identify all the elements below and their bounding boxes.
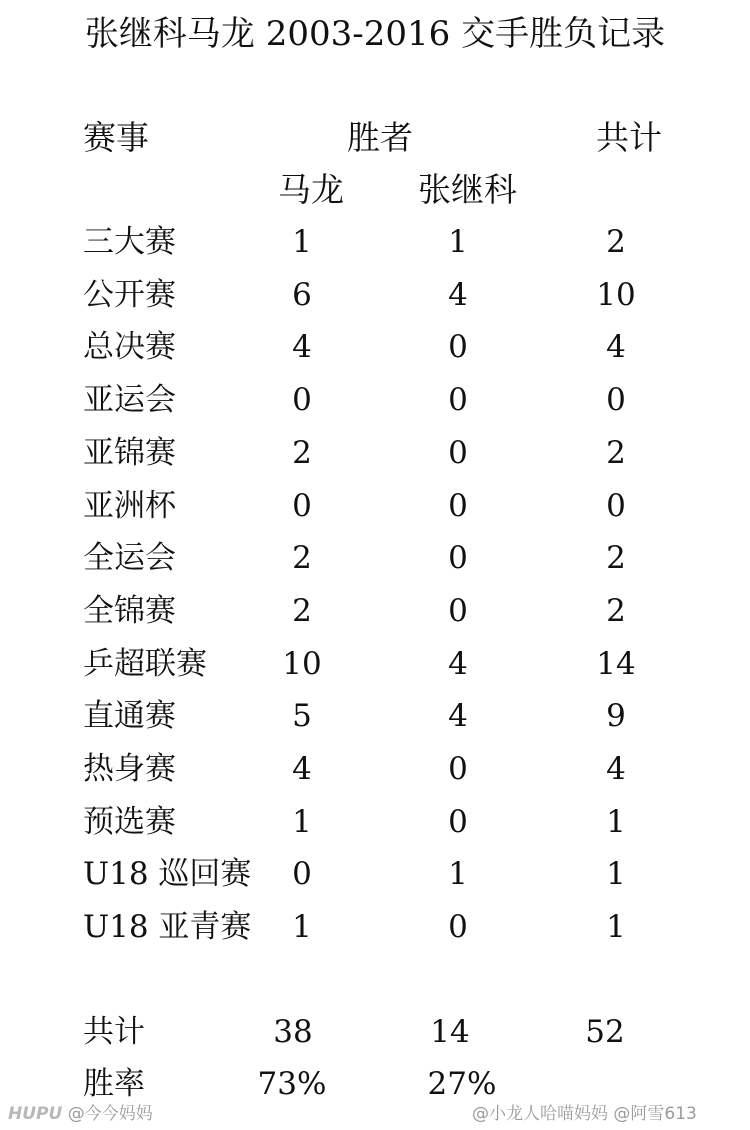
row-total: 2	[606, 435, 626, 471]
header-player-malong: 马龙	[278, 170, 344, 209]
totals-label: 共计	[83, 1014, 145, 1050]
row-malong-wins: 5	[292, 698, 312, 734]
row-event: 亚运会	[83, 382, 176, 418]
totals-malong: 38	[273, 1014, 313, 1050]
row-malong-wins: 0	[292, 382, 312, 418]
row-zhangjike-wins: 0	[448, 751, 468, 787]
row-zhangjike-wins: 0	[448, 488, 468, 524]
row-zhangjike-wins: 0	[448, 804, 468, 840]
row-event: 直通赛	[83, 698, 176, 734]
table-row	[0, 222, 750, 274]
win-rate-label: 胜率	[83, 1066, 145, 1102]
row-malong-wins: 2	[292, 593, 312, 629]
table-row	[0, 854, 750, 906]
row-event: 全运会	[83, 540, 176, 576]
row-malong-wins: 2	[292, 540, 312, 576]
row-zhangjike-wins: 0	[448, 540, 468, 576]
row-malong-wins: 1	[292, 804, 312, 840]
watermark-user: @今今妈妈	[67, 1104, 153, 1124]
win-rate-malong: 73%	[257, 1066, 327, 1102]
row-total: 2	[606, 593, 626, 629]
row-total: 1	[606, 909, 626, 945]
row-zhangjike-wins: 0	[448, 329, 468, 365]
row-event: 总决赛	[83, 329, 176, 365]
row-malong-wins: 0	[292, 488, 312, 524]
row-total: 10	[596, 277, 636, 313]
row-malong-wins: 1	[292, 909, 312, 945]
row-malong-wins: 6	[292, 277, 312, 313]
table-row	[0, 275, 750, 327]
totals-total: 52	[585, 1014, 625, 1050]
header-player-zhangjike: 张继科	[418, 170, 517, 209]
row-zhangjike-wins: 4	[448, 646, 468, 682]
header-event: 赛事	[83, 118, 149, 157]
row-event: 全锦赛	[83, 593, 176, 629]
row-event: 亚洲杯	[83, 488, 176, 524]
row-event: 乒超联赛	[83, 646, 207, 682]
table-row	[0, 749, 750, 801]
row-malong-wins: 4	[292, 329, 312, 365]
row-zhangjike-wins: 0	[448, 909, 468, 945]
row-zhangjike-wins: 4	[448, 698, 468, 734]
row-zhangjike-wins: 0	[448, 435, 468, 471]
table-row	[0, 486, 750, 538]
row-total: 0	[606, 488, 626, 524]
row-event: 热身赛	[83, 751, 176, 787]
table-row	[0, 327, 750, 379]
table-row	[0, 591, 750, 643]
row-zhangjike-wins: 1	[448, 224, 468, 260]
row-total: 2	[606, 224, 626, 260]
row-total: 0	[606, 382, 626, 418]
row-zhangjike-wins: 0	[448, 593, 468, 629]
watermark-right: @小龙人哈喵妈妈 @阿雪613	[472, 1104, 697, 1124]
row-total: 1	[606, 804, 626, 840]
page-title: 张继科马龙 2003-2016 交手胜负记录	[84, 14, 666, 54]
watermark-left	[8, 1104, 153, 1124]
hupu-logo: HUPU	[8, 1104, 63, 1124]
table-row	[0, 907, 750, 959]
row-zhangjike-wins: 1	[448, 856, 468, 892]
row-event: 预选赛	[83, 804, 176, 840]
table-row	[0, 538, 750, 590]
win-rate-zhangjike: 27%	[427, 1066, 497, 1102]
row-total: 1	[606, 856, 626, 892]
table-row	[0, 380, 750, 432]
row-total: 4	[606, 751, 626, 787]
totals-zhangjike: 14	[430, 1014, 470, 1050]
header-total: 共计	[596, 118, 662, 157]
row-malong-wins: 4	[292, 751, 312, 787]
row-total: 14	[596, 646, 636, 682]
table-row	[0, 433, 750, 485]
row-total: 2	[606, 540, 626, 576]
row-total: 4	[606, 329, 626, 365]
row-malong-wins: 0	[292, 856, 312, 892]
row-total: 9	[606, 698, 626, 734]
row-event: 亚锦赛	[83, 435, 176, 471]
table-row	[0, 696, 750, 748]
row-zhangjike-wins: 4	[448, 277, 468, 313]
row-zhangjike-wins: 0	[448, 382, 468, 418]
table-row	[0, 802, 750, 854]
row-malong-wins: 2	[292, 435, 312, 471]
row-event: 三大赛	[83, 224, 176, 260]
row-event: U18 巡回赛	[83, 856, 252, 892]
row-malong-wins: 10	[282, 646, 322, 682]
row-event: U18 亚青赛	[83, 909, 252, 945]
row-malong-wins: 1	[292, 224, 312, 260]
table-row	[0, 644, 750, 696]
row-event: 公开赛	[83, 277, 176, 313]
header-winner: 胜者	[347, 118, 413, 157]
totals-row	[0, 1012, 750, 1064]
